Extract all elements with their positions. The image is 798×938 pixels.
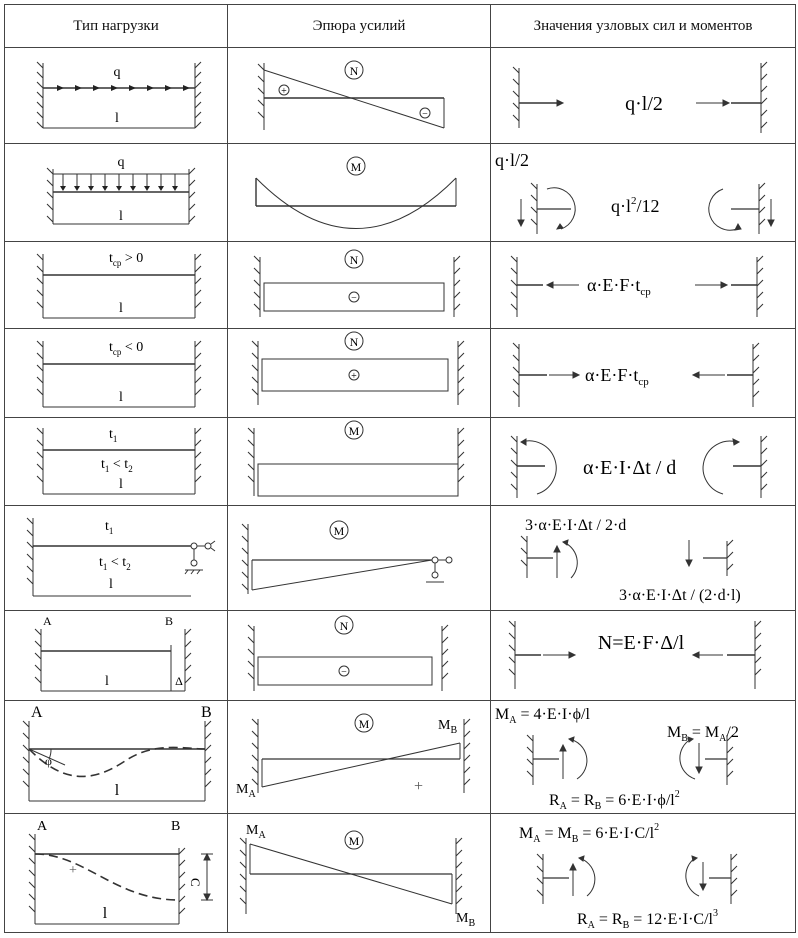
ma-sub: A (248, 789, 256, 800)
temp-base: t (109, 251, 113, 266)
force-base: α·E·F·t (587, 275, 641, 295)
diagram-M-parabola (228, 144, 490, 241)
sign-minus: − (351, 293, 357, 304)
sign-minus: − (341, 667, 347, 678)
nodal-force: q·l/2 (625, 93, 663, 115)
ma-sub: A (258, 830, 266, 841)
diagram-N-constant (228, 329, 490, 417)
force-base: α·E·F·t (585, 365, 639, 385)
loads-table (4, 4, 796, 933)
r-sup: 2 (674, 789, 680, 800)
moment-a-label (246, 823, 266, 841)
load-sketch-support-rotation (5, 701, 227, 813)
temperature-t1 (109, 427, 117, 444)
m-mid: = M (687, 724, 720, 741)
values-cell (491, 814, 796, 933)
cond-b-sub: 2 (126, 562, 131, 572)
moment-base: q·l (611, 196, 631, 216)
load-sketch-temperature-negative (5, 329, 227, 417)
values-cell (491, 418, 796, 506)
r: R (549, 792, 560, 809)
nodal-force: N=E·F·Δ/l (597, 632, 685, 654)
header-row (5, 5, 796, 48)
phi-label: φ (45, 754, 52, 768)
moment-formula (519, 822, 659, 845)
values-sketch (491, 329, 795, 417)
m: M (495, 706, 510, 723)
node-a-label: A (43, 614, 52, 628)
mb-sub: B (468, 918, 476, 929)
load-sketch-support-settlement (5, 814, 227, 932)
diagram-cell (228, 611, 491, 701)
diagram-label: N (339, 619, 349, 633)
diagram-cell (228, 506, 491, 611)
values-cell (491, 329, 796, 418)
r-rhs: = 12·E·I·C/l (629, 911, 713, 928)
m-sub2: B (571, 834, 579, 845)
load-cell (5, 701, 228, 814)
node-a-label: A (37, 819, 48, 834)
length-label: l (119, 390, 123, 405)
m-rhs: /2 (726, 724, 739, 741)
moment-sup: 2 (631, 195, 637, 207)
load-sketch-uniform-axial (5, 48, 227, 143)
sign-minus: − (422, 109, 428, 120)
diagram-label: N (349, 64, 359, 78)
diagram-label: M (350, 160, 362, 174)
m-sup: 2 (654, 822, 660, 833)
r-sub: A (587, 920, 595, 931)
mb: M (456, 911, 469, 926)
moment-a-formula (495, 706, 590, 726)
ma: M (236, 782, 249, 797)
values-sketch (491, 701, 795, 813)
temperature-condition (109, 251, 143, 268)
diagram-cell (228, 329, 491, 418)
length-label: l (115, 111, 119, 126)
m-sub: B (681, 733, 688, 744)
values-sketch (491, 144, 795, 241)
table-row (5, 814, 796, 933)
temp-cond: > 0 (121, 251, 144, 266)
load-sketch-temperature-gradient (5, 418, 227, 505)
length-label: l (119, 209, 123, 224)
diagram-cell (228, 144, 491, 242)
m-mid: = M (540, 825, 572, 842)
diagram-label: M (348, 424, 360, 438)
load-sketch-gradient-hinged (5, 506, 227, 610)
diagram-label: M (333, 524, 345, 538)
sign-plus: + (69, 863, 77, 878)
values-sketch (491, 48, 795, 143)
diagram-cell (228, 418, 491, 506)
moment-tail: /12 (636, 196, 660, 216)
values-sketch (491, 418, 795, 505)
length-label: l (102, 905, 108, 922)
temperature-t1 (105, 519, 113, 536)
length-label: l (119, 477, 123, 492)
r-mid: = R (566, 792, 595, 809)
temp-sub: ср (112, 258, 122, 268)
diagram-M-antisymmetric (228, 814, 490, 932)
r-mid: = R (594, 911, 623, 928)
nodal-force (587, 275, 651, 298)
load-cell (5, 329, 228, 418)
r-rhs: = 6·E·I·ϕ/l (601, 792, 675, 809)
diagram-label: N (349, 253, 359, 267)
m: M (519, 825, 534, 842)
diagram-N-constant (228, 611, 490, 700)
cond-a: t (101, 457, 105, 472)
values-cell (491, 506, 796, 611)
moment-b-label (438, 718, 457, 736)
load-sketch-temperature-positive (5, 242, 227, 328)
temp-sub: ср (112, 347, 122, 357)
load-cell (5, 48, 228, 144)
table-row (5, 144, 796, 242)
values-sketch (491, 506, 795, 610)
values-sketch (491, 611, 795, 700)
node-b-label: B (171, 819, 181, 834)
moment-a-label (236, 782, 256, 800)
diagram-M-antisymmetric (228, 701, 490, 813)
diagram-M-constant (228, 418, 490, 505)
r-sub: A (559, 801, 567, 812)
t1-sub: 1 (112, 434, 118, 444)
nodal-force: q·l/2 (495, 150, 529, 170)
load-cell (5, 144, 228, 242)
nodal-moment-top: 3·α·E·I·Δt / 2·d (525, 517, 627, 534)
reaction-formula (577, 908, 718, 931)
moment-b-label (456, 911, 475, 929)
nodal-force-bottom: 3·α·E·I·Δt / (2·d·l) (619, 587, 741, 604)
r-sup: 3 (712, 908, 718, 919)
cond-a-sub: 1 (104, 464, 110, 474)
length-label: l (114, 782, 120, 799)
cond-mid: < t (107, 555, 127, 570)
load-cell (5, 611, 228, 701)
t1-base: t (105, 519, 109, 534)
table-row (5, 506, 796, 611)
diagram-cell (228, 48, 491, 144)
values-cell (491, 701, 796, 814)
force-sub: ср (638, 376, 649, 388)
node-a-label: A (31, 704, 43, 721)
header-force-diagram: Эпюра усилий (228, 5, 491, 48)
diagram-label: M (348, 834, 360, 848)
load-q-label: q (117, 155, 125, 170)
m-rhs: = 6·E·I·C/l (578, 825, 655, 842)
m-rhs: = 4·E·I·ϕ/l (516, 706, 590, 723)
load-cell (5, 814, 228, 933)
mb: M (438, 718, 451, 733)
diagram-N-linear (228, 48, 490, 143)
table-row (5, 242, 796, 329)
m-sub: A (533, 834, 541, 845)
table-row (5, 418, 796, 506)
nodal-moment: α·E·I·Δt / d (583, 457, 677, 479)
cond-b-sub: 2 (128, 464, 133, 474)
m-sub: A (509, 715, 517, 726)
diagram-N-constant (228, 242, 490, 328)
sign-plus: + (414, 778, 424, 795)
diagram-cell (228, 242, 491, 329)
temperature-condition (109, 340, 143, 357)
values-cell (491, 242, 796, 329)
m-sub2: A (719, 733, 727, 744)
length-label: l (105, 674, 109, 689)
reaction-formula (549, 789, 680, 812)
sign-plus: + (281, 86, 287, 97)
cond-mid: < t (109, 457, 129, 472)
load-sketch-uniform-transverse (5, 144, 227, 241)
nodal-moment (611, 195, 660, 216)
mb-sub: B (450, 725, 458, 736)
delta-label: Δ (175, 674, 183, 688)
load-cell (5, 506, 228, 611)
settlement-c-label: C (188, 878, 203, 887)
values-sketch (491, 242, 795, 328)
temp-cond: < 0 (121, 340, 144, 355)
t1-base: t (109, 427, 113, 442)
diagram-label: M (358, 717, 370, 731)
table-row (5, 701, 796, 814)
diagram-M-triangular (228, 506, 490, 610)
sign-plus: + (351, 371, 357, 382)
t1-sub: 1 (108, 526, 114, 536)
m: M (667, 724, 682, 741)
table-row (5, 48, 796, 144)
nodal-force (585, 365, 649, 388)
length-label: l (119, 301, 123, 316)
table-row (5, 611, 796, 701)
moment-b-formula (667, 724, 739, 744)
cond-a-sub: 1 (102, 562, 108, 572)
load-cell (5, 242, 228, 329)
load-cell (5, 418, 228, 506)
diagram-cell (228, 701, 491, 814)
temperature-condition (101, 457, 133, 474)
diagram-label: N (349, 335, 359, 349)
node-b-label: B (165, 614, 174, 628)
diagram-cell (228, 814, 491, 933)
r: R (577, 911, 588, 928)
cond-a: t (99, 555, 103, 570)
temp-base: t (109, 340, 113, 355)
values-cell (491, 611, 796, 701)
load-q-label: q (113, 65, 121, 80)
r-sub2: B (622, 920, 630, 931)
r-sub2: B (594, 801, 602, 812)
force-sub: ср (640, 286, 651, 298)
length-label: l (109, 577, 113, 592)
values-cell (491, 48, 796, 144)
values-cell (491, 144, 796, 242)
table-row (5, 329, 796, 418)
header-nodal-values: Значения узловых сил и моментов (491, 5, 796, 48)
load-sketch-support-displacement (5, 611, 227, 700)
values-sketch (491, 814, 795, 932)
temperature-condition (99, 555, 131, 572)
node-b-label: B (201, 704, 212, 721)
header-load-type: Тип нагрузки (5, 5, 228, 48)
ma: M (246, 823, 259, 838)
